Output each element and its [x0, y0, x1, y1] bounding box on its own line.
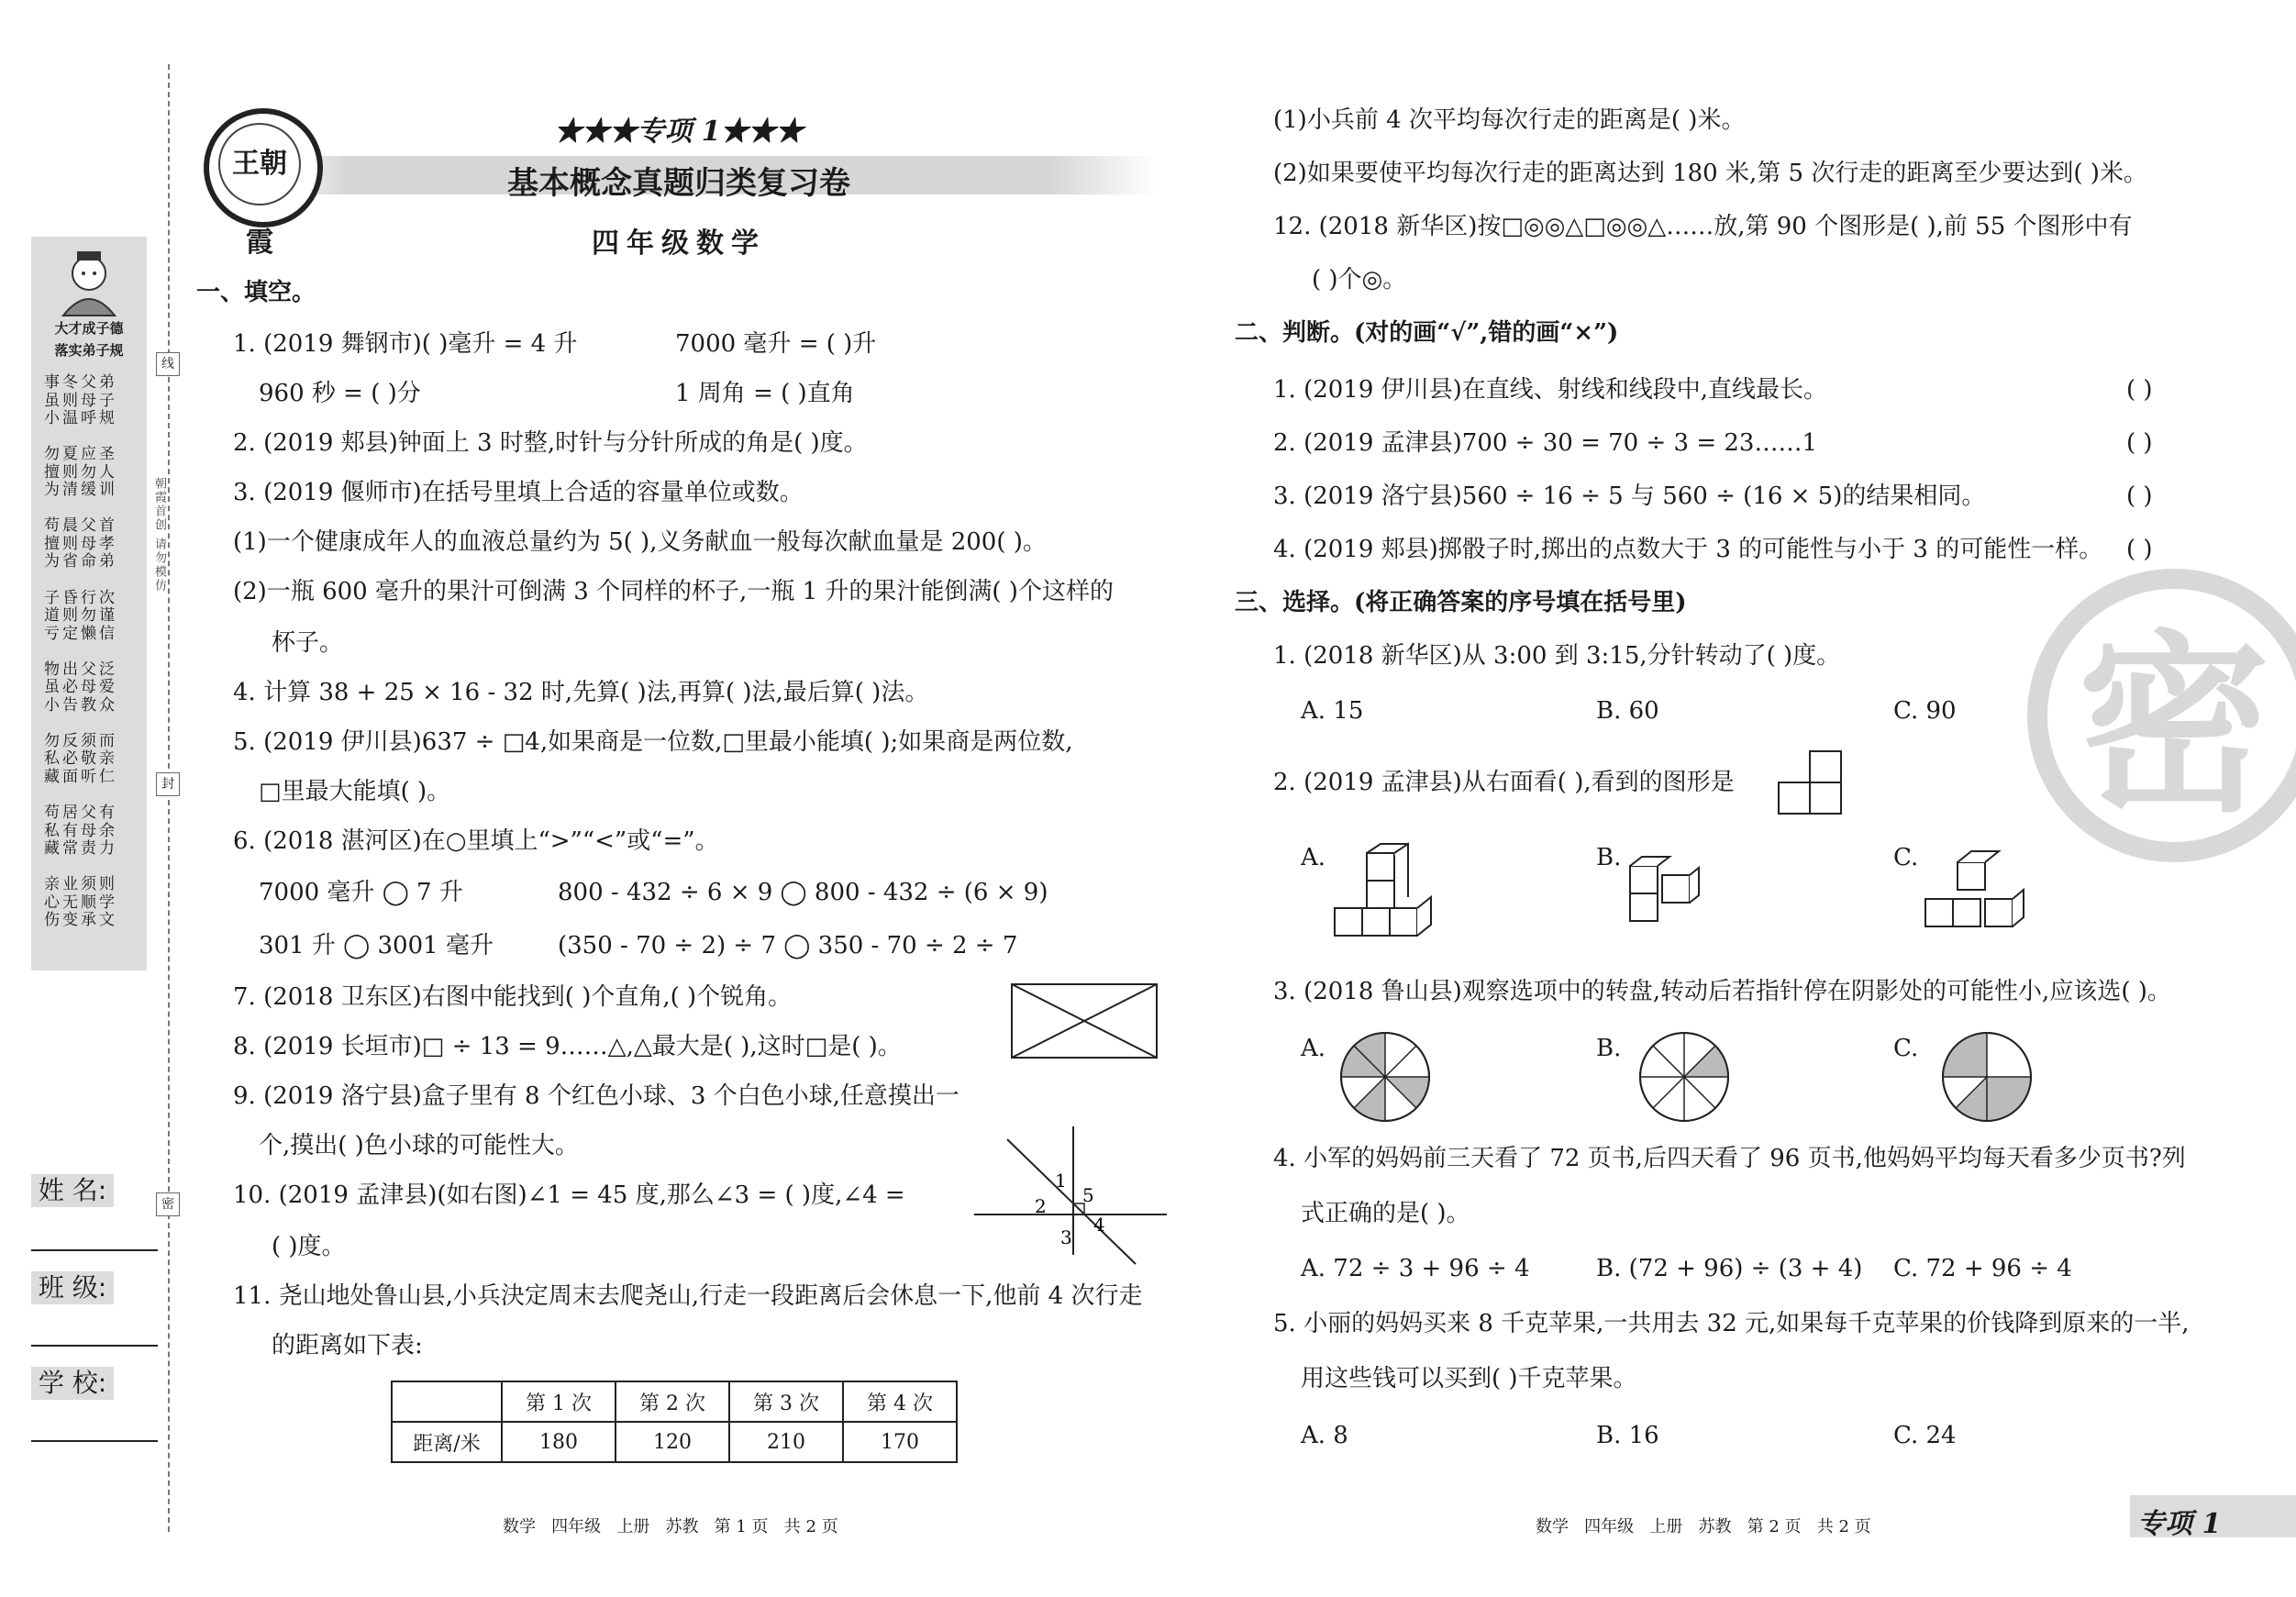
question-10b: ( )度。 [272, 1233, 346, 1260]
question-6: 6. (2018 湛河区)在○里填上“>”“<”或“=”。 [233, 827, 719, 855]
question-6b: 800 - 432 ÷ 6 × 9 ◯ 800 - 432 ÷ (6 × 9) [558, 879, 1048, 906]
footer-right: 数学 四年级 上册 苏教 第 2 页 共 2 页 [1536, 1517, 1871, 1536]
class-line[interactable] [31, 1345, 158, 1347]
judge-2-blank[interactable]: ( ) [2126, 429, 2153, 457]
question-1d: 1 周角 = ( )直角 [675, 380, 855, 407]
seal-mark-secret: 密 [156, 1192, 180, 1216]
judge-1-blank[interactable]: ( ) [2126, 376, 2153, 404]
table-row [392, 1422, 957, 1462]
rectangle-diagonals-figure [1011, 983, 1158, 1059]
question-3-2: (2)一瓶 600 毫升的果汁可倒满 3 个同样的杯子,一瓶 1 升的果汁能倒满( )个这样的 [233, 578, 1114, 605]
question-8: 8. (2019 长垣市)□ ÷ 13 = 9……△,△最大是( ),这时□是( )。 [233, 1033, 902, 1060]
question-5b: □里最大能填( )。 [259, 778, 451, 805]
choice-1-c: C. 90 [1893, 697, 1957, 725]
watermark-seal: 密 [2027, 569, 2296, 862]
corner-label: 专项 1 [2137, 1508, 2222, 1540]
school-line[interactable] [31, 1440, 158, 1442]
question-1b: 7000 毫升 = ( )升 [675, 330, 877, 358]
question-11b: 的距离如下表: [272, 1332, 423, 1359]
question-3-2-cont: 杯子。 [272, 629, 344, 657]
choice-5b: 用这些钱可以买到( )千克苹果。 [1301, 1365, 1637, 1392]
choice-4b: 式正确的是( )。 [1301, 1200, 1470, 1227]
cube-stack-c-figure [1921, 844, 2031, 936]
seal-mark-line: 线 [156, 352, 180, 376]
table-cell: 距离/米 [392, 1422, 502, 1462]
class-label: 班 级: [31, 1271, 114, 1304]
question-9a: 9. (2019 洛宁县)盒子里有 8 个红色小球、3 个白色小球,任意摸出一 [233, 1082, 959, 1110]
distance-table [391, 1381, 958, 1463]
choice-4-a: A. 72 ÷ 3 + 96 ÷ 4 [1301, 1255, 1530, 1282]
motto-heading: 大才成子德 落实弟子规 [54, 320, 124, 359]
question-7: 7. (2018 卫东区)右图中能找到( )个直角,( )个锐角。 [233, 983, 793, 1011]
intersecting-lines-figure [974, 1126, 1167, 1264]
choice-3-c: C. [1893, 1035, 1919, 1062]
question-6d: (350 - 70 ÷ 2) ÷ 7 ◯ 350 - 70 ÷ 2 ÷ 7 [558, 932, 1018, 959]
choice-5-b: B. 16 [1596, 1422, 1659, 1449]
question-5a: 5. (2019 伊川县)637 ÷ □4,如果商是一位数,□里最小能填( );如果商是两位数, [233, 728, 1073, 756]
binding-dashed-line [168, 64, 170, 1532]
choice-4a: 4. 小军的妈妈前三天看了 72 页书,后四天看了 96 页书,他妈妈平均每天看多少页书?列 [1273, 1145, 2186, 1172]
table-cell: 第 1 次 [502, 1381, 616, 1422]
angle-label-5: 5 [1082, 1184, 1094, 1206]
question-9b: 个,摸出( )色小球的可能性大。 [259, 1132, 579, 1159]
question-12a: 12. (2018 新华区)按□◎◎△□◎◎△……放,第 90 个图形是( ),前 55 个图形中有 [1273, 213, 2133, 240]
name-line[interactable] [31, 1249, 158, 1251]
angle-label-2: 2 [1035, 1195, 1047, 1217]
spinner-c-figure [1941, 1031, 2033, 1123]
cube-stack-b-figure [1625, 857, 1726, 930]
choice-2-a: A. [1301, 844, 1326, 871]
seal-mark-seal: 封 [156, 772, 180, 796]
question-10a: 10. (2019 孟津县)(如右图)∠1 = 45 度,那么∠3 = ( )度,∠4 = [233, 1181, 905, 1209]
judge-4: 4. (2019 郏县)掷骰子时,掷出的点数大于 3 的可能性与小于 3 的可能性一样。 [1273, 536, 2103, 563]
choice-1-a: A. 15 [1301, 697, 1364, 725]
question-1c: 960 秒 = ( )分 [259, 380, 421, 407]
table-cell: 210 [729, 1422, 843, 1462]
choice-4-c: C. 72 + 96 ÷ 4 [1893, 1255, 2072, 1282]
choice-5-a: A. 8 [1301, 1422, 1348, 1449]
side-view-figure [1778, 750, 1842, 815]
question-11-2: (2)如果要使平均每次行走的距离达到 180 米,第 5 次行走的距离至少要达到( )米。 [1273, 160, 2147, 187]
question-4: 4. 计算 38 + 25 × 16 - 32 时,先算( )法,再算( )法,最后算( )法。 [233, 679, 929, 706]
choice-3-b: B. [1596, 1035, 1622, 1062]
judge-3-blank[interactable]: ( ) [2126, 482, 2153, 510]
section-judge: 二、判断。(对的画“√”,错的画“×”) [1235, 319, 1619, 347]
logo-text: 王朝霞 [218, 123, 301, 205]
school-label: 学 校: [31, 1367, 114, 1400]
question-11a: 11. 尧山地处鲁山县,小兵決定周末去爬尧山,行走一段距离后会休息一下,他前 4 次行走 [233, 1282, 1143, 1310]
question-11-1: (1)小兵前 4 次平均每次行走的距离是( )米。 [1273, 106, 1746, 134]
question-6c: 301 升 ◯ 3001 毫升 [259, 932, 494, 959]
question-1a: 1. (2019 舞钢市)( )毫升 = 4 升 [233, 330, 578, 358]
spinner-a-figure [1339, 1031, 1431, 1123]
table-cell: 170 [843, 1422, 957, 1462]
choice-5a: 5. 小丽的妈妈买来 8 千克苹果,一共用去 32 元,如果每千克苹果的价钱降到原来的一半, [1273, 1310, 2190, 1337]
question-2: 2. (2019 郏县)钟面上 3 时整,时针与分针所成的角是( )度。 [233, 429, 868, 457]
choice-2: 2. (2019 孟津县)从右面看( ),看到的图形是 [1273, 769, 1735, 796]
table-cell [392, 1381, 502, 1422]
question-3: 3. (2019 偃师市)在括号里填上合适的容量单位或数。 [233, 479, 804, 506]
motto-panel [31, 237, 147, 970]
table-header-row [392, 1381, 957, 1422]
judge-4-blank[interactable]: ( ) [2126, 536, 2153, 563]
judge-3: 3. (2019 洛宁县)560 ÷ 16 ÷ 5 与 560 ÷ (16 × 5)的结果相同。 [1273, 482, 1986, 510]
footer-left: 数学 四年级 上册 苏教 第 1 页 共 2 页 [503, 1517, 838, 1536]
grade-title: 四年级数学 [592, 227, 766, 260]
question-6a: 7000 毫升 ◯ 7 升 [259, 879, 463, 906]
cube-stack-a-figure [1330, 844, 1440, 945]
judge-1: 1. (2019 伊川县)在直线、射线和线段中,直线最长。 [1273, 376, 1828, 404]
table-cell: 第 3 次 [729, 1381, 843, 1422]
angle-label-3: 3 [1060, 1226, 1072, 1248]
judge-2: 2. (2019 孟津县)700 ÷ 30 = 70 ÷ 3 = 23……1 [1273, 429, 1818, 457]
choice-3-a: A. [1301, 1035, 1326, 1062]
angle-label-4: 4 [1093, 1214, 1105, 1236]
spinner-b-figure [1638, 1031, 1730, 1123]
choice-5-c: C. 24 [1893, 1422, 1957, 1449]
table-cell: 第 2 次 [616, 1381, 729, 1422]
choice-2-b: B. [1596, 844, 1622, 871]
choice-1: 1. (2018 新华区)从 3:00 到 3:15,分针转动了( )度。 [1273, 642, 1841, 670]
angle-label-1: 1 [1055, 1170, 1067, 1192]
special-title: ★★★专项 1★★★ [554, 116, 804, 148]
section-fill-blank: 一、填空。 [196, 279, 316, 306]
section-choice: 三、选择。(将正确答案的序号填在括号里) [1235, 589, 1687, 616]
choice-4-b: B. (72 + 96) ÷ (3 + 4) [1596, 1255, 1863, 1282]
table-cell: 120 [616, 1422, 729, 1462]
question-12b: ( )个◎。 [1312, 266, 1407, 294]
choice-3: 3. (2018 鲁山县)观察选项中的转盘,转动后若指针停在阴影处的可能性小,应该选( )。 [1273, 978, 2171, 1005]
question-3-1: (1)一个健康成年人的血液总量约为 5( ),义务献血一般每次献血量是 200( )。 [233, 528, 1047, 556]
choice-2-c: C. [1893, 844, 1919, 871]
main-title: 基本概念真题归类复习卷 [507, 165, 850, 202]
side-note: 朝霞首创 请勿模仿 [152, 477, 166, 593]
name-label: 姓 名: [31, 1174, 114, 1207]
table-cell: 180 [502, 1422, 616, 1462]
table-cell: 第 4 次 [843, 1381, 957, 1422]
motto-text: 事冬父弟 虽则母子 小温呼规 勿夏应圣 擅则勿人 为清缓训 苟晨父首 擅则母孝 为省命弟 子昏行次 道则勿谨 亏定懒信 物出父泛 虽必母爱 小告教众 勿反须而 私必敬亲 藏面听仁 苟居父有 私有母余 藏常责力 亲业须则 心无顺学 伤变承文 [44, 373, 117, 930]
choice-1-b: B. 60 [1596, 697, 1659, 725]
